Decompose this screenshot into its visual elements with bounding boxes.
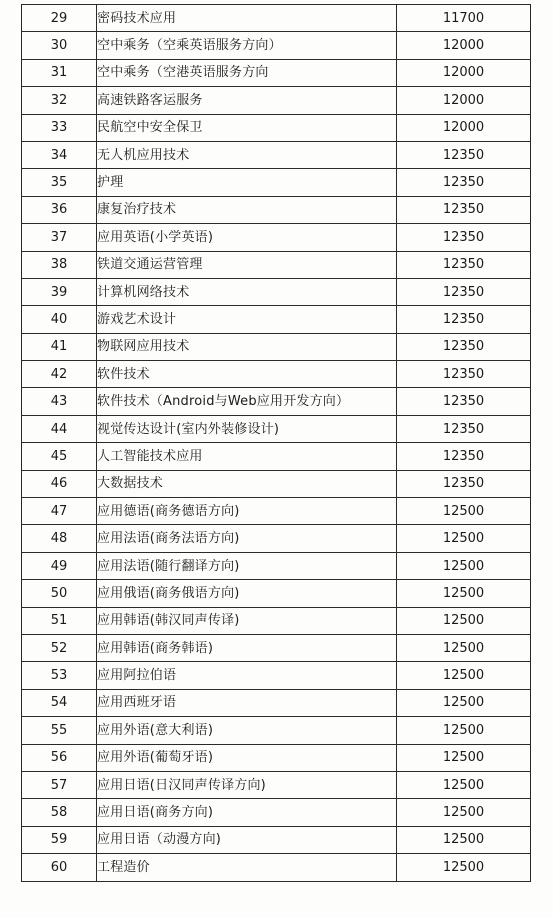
table-row [22,224,531,251]
table-row [22,854,531,881]
table-row [22,552,531,579]
major-name-cell: 应用阿拉伯语 [97,662,397,689]
tuition-fee-cell: 12350 [397,361,531,388]
row-number-cell: 57 [22,771,97,798]
major-name-cell: 康复治疗技术 [97,196,397,223]
row-number-cell: 35 [22,169,97,196]
row-number-cell: 29 [22,5,97,32]
tuition-fee-cell: 12500 [397,552,531,579]
major-name-cell: 应用外语(意大利语) [97,717,397,744]
row-number-cell: 48 [22,525,97,552]
major-name-cell: 空中乘务（空乘英语服务方向） [97,32,397,59]
tuition-fee-cell: 12000 [397,87,531,114]
major-name-cell: 无人机应用技术 [97,141,397,168]
major-name-cell: 视觉传达设计(室内外装修设计) [97,415,397,442]
table-row [22,278,531,305]
tuition-fee-cell: 12500 [397,580,531,607]
row-number-cell: 31 [22,59,97,86]
major-name-cell: 铁道交通运营管理 [97,251,397,278]
major-name-cell: 计算机网络技术 [97,278,397,305]
tuition-fee-cell: 12350 [397,224,531,251]
table-row [22,443,531,470]
tuition-fee-cell: 11700 [397,5,531,32]
table-row [22,87,531,114]
tuition-fee-table [21,4,531,882]
tuition-fee-cell: 12350 [397,278,531,305]
major-name-cell: 应用俄语(商务俄语方向) [97,580,397,607]
tuition-fee-cell: 12000 [397,59,531,86]
table-row [22,662,531,689]
row-number-cell: 33 [22,114,97,141]
row-number-cell: 53 [22,662,97,689]
row-number-cell: 58 [22,799,97,826]
row-number-cell: 45 [22,443,97,470]
row-number-cell: 59 [22,826,97,853]
tuition-fee-cell: 12350 [397,388,531,415]
tuition-fee-cell: 12500 [397,799,531,826]
tuition-fee-cell: 12500 [397,826,531,853]
row-number-cell: 37 [22,224,97,251]
table-row [22,114,531,141]
row-number-cell: 44 [22,415,97,442]
table-row [22,744,531,771]
row-number-cell: 56 [22,744,97,771]
tuition-fee-cell: 12000 [397,114,531,141]
table-row [22,388,531,415]
tuition-fee-cell: 12500 [397,662,531,689]
tuition-fee-cell: 12350 [397,251,531,278]
major-name-cell: 应用日语(日汉同声传译方向) [97,771,397,798]
table-row [22,251,531,278]
row-number-cell: 30 [22,32,97,59]
tuition-fee-cell: 12500 [397,689,531,716]
row-number-cell: 36 [22,196,97,223]
tuition-fee-cell: 12500 [397,744,531,771]
table-row [22,826,531,853]
major-name-cell: 软件技术 [97,361,397,388]
tuition-fee-cell: 12500 [397,717,531,744]
tuition-fee-cell: 12500 [397,771,531,798]
table-row [22,525,531,552]
major-name-cell: 民航空中安全保卫 [97,114,397,141]
table-row [22,196,531,223]
row-number-cell: 50 [22,580,97,607]
table-row [22,306,531,333]
tuition-fee-cell: 12350 [397,333,531,360]
major-name-cell: 密码技术应用 [97,5,397,32]
row-number-cell: 47 [22,498,97,525]
tuition-fee-cell: 12500 [397,498,531,525]
major-name-cell: 应用韩语(商务韩语) [97,634,397,661]
row-number-cell: 39 [22,278,97,305]
table-row [22,59,531,86]
major-name-cell: 高速铁路客运服务 [97,87,397,114]
tuition-fee-cell: 12500 [397,634,531,661]
major-name-cell: 护理 [97,169,397,196]
table-row [22,607,531,634]
table-row [22,333,531,360]
major-name-cell: 应用西班牙语 [97,689,397,716]
table-row [22,580,531,607]
major-name-cell: 人工智能技术应用 [97,443,397,470]
major-name-cell: 应用英语(小学英语) [97,224,397,251]
major-name-cell: 应用韩语(韩汉同声传译) [97,607,397,634]
row-number-cell: 55 [22,717,97,744]
tuition-fee-cell: 12000 [397,32,531,59]
tuition-fee-cell: 12350 [397,196,531,223]
major-name-cell: 物联网应用技术 [97,333,397,360]
tuition-fee-cell: 12500 [397,525,531,552]
table-row [22,415,531,442]
row-number-cell: 54 [22,689,97,716]
table-row [22,169,531,196]
row-number-cell: 40 [22,306,97,333]
major-name-cell: 应用法语(随行翻译方向) [97,552,397,579]
tuition-fee-cell: 12350 [397,470,531,497]
row-number-cell: 49 [22,552,97,579]
tuition-fee-cell: 12350 [397,169,531,196]
table-row [22,361,531,388]
tuition-fee-cell: 12350 [397,415,531,442]
row-number-cell: 34 [22,141,97,168]
tuition-fee-cell: 12500 [397,854,531,881]
tuition-fee-cell: 12500 [397,607,531,634]
major-name-cell: 应用日语(商务方向) [97,799,397,826]
major-name-cell: 空中乘务（空港英语服务方向 [97,59,397,86]
major-name-cell: 软件技术（Android与Web应用开发方向） [97,388,397,415]
row-number-cell: 41 [22,333,97,360]
major-name-cell: 应用日语（动漫方向) [97,826,397,853]
table-row [22,771,531,798]
tuition-fee-cell: 12350 [397,306,531,333]
row-number-cell: 52 [22,634,97,661]
row-number-cell: 42 [22,361,97,388]
major-name-cell: 应用外语(葡萄牙语) [97,744,397,771]
table-row [22,5,531,32]
major-name-cell: 工程造价 [97,854,397,881]
table-row [22,689,531,716]
row-number-cell: 32 [22,87,97,114]
row-number-cell: 38 [22,251,97,278]
row-number-cell: 46 [22,470,97,497]
tuition-fee-cell: 12350 [397,443,531,470]
table-row [22,498,531,525]
table-row [22,717,531,744]
table-row [22,799,531,826]
row-number-cell: 60 [22,854,97,881]
tuition-fee-cell: 12350 [397,141,531,168]
major-name-cell: 游戏艺术设计 [97,306,397,333]
table-row [22,32,531,59]
major-name-cell: 应用德语(商务德语方向) [97,498,397,525]
table-row [22,141,531,168]
table-body [22,5,531,882]
row-number-cell: 43 [22,388,97,415]
table-row [22,634,531,661]
table-row [22,470,531,497]
row-number-cell: 51 [22,607,97,634]
major-name-cell: 大数据技术 [97,470,397,497]
major-name-cell: 应用法语(商务法语方向) [97,525,397,552]
